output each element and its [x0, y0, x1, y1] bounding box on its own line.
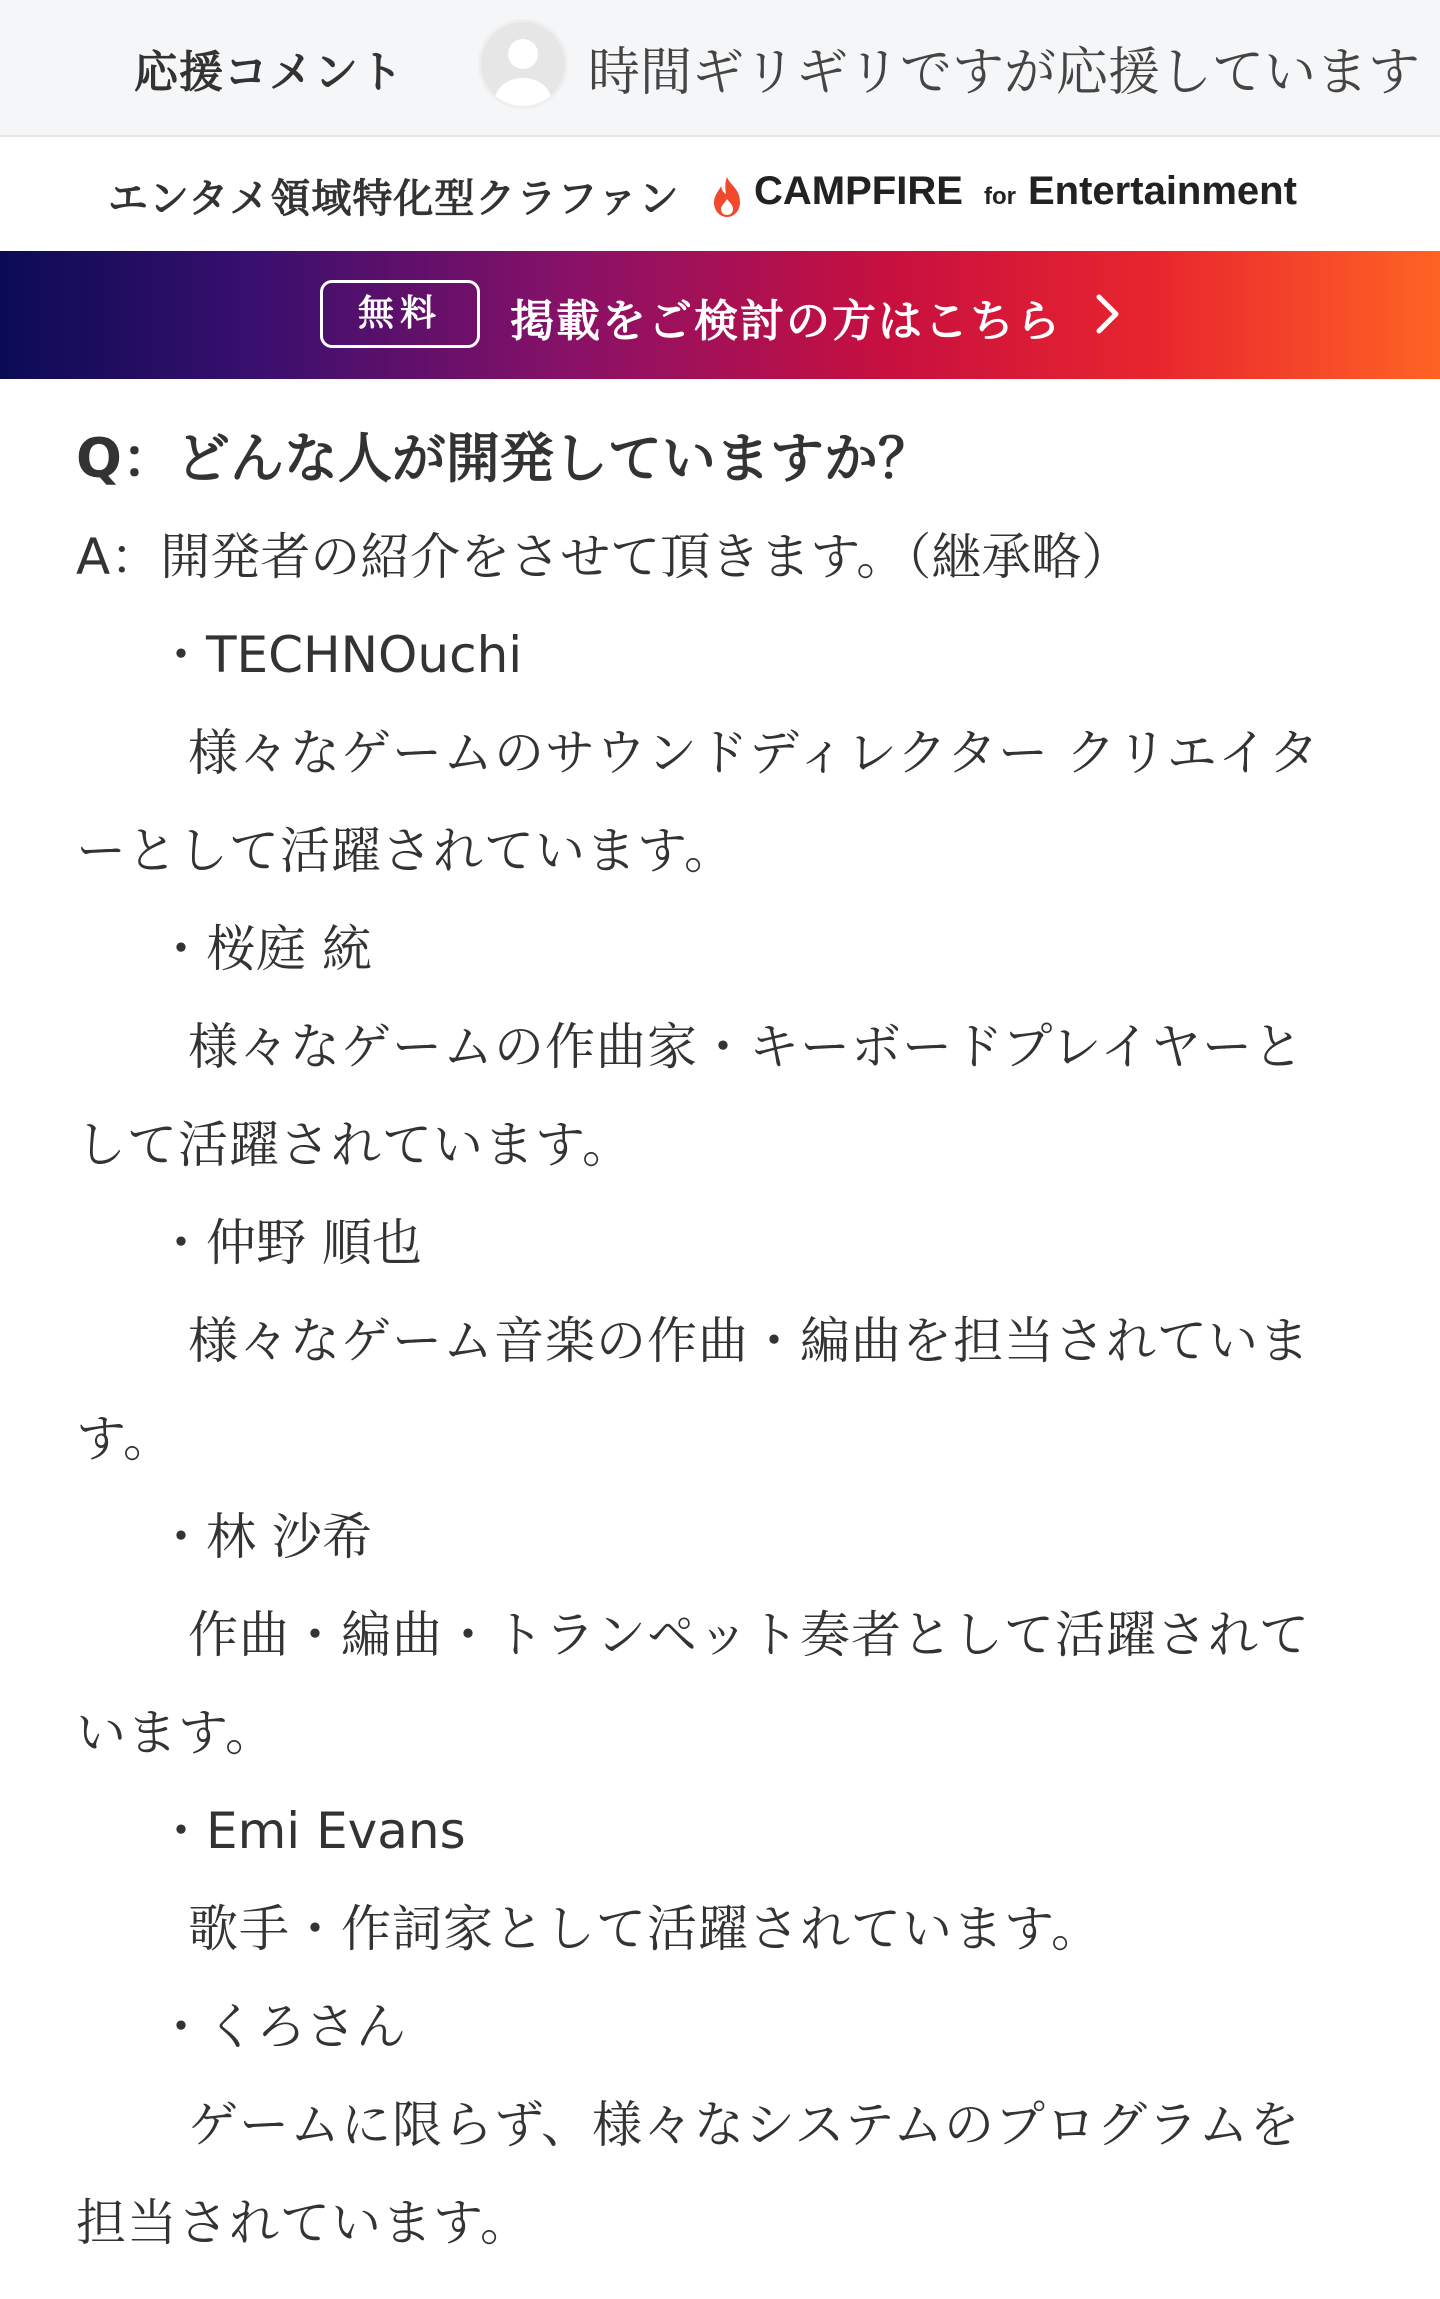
member-description: ゲームに限らず、様々なシステムのプログラムを担当されています。: [76, 2096, 1301, 2252]
chevron-right-icon: [1092, 291, 1122, 337]
campfire-logo-entertainment: Entertainment: [1028, 169, 1297, 213]
banner-tagline: エンタメ領域特化型クラファン: [108, 176, 680, 222]
member-name: ・くろさん: [156, 1998, 406, 2056]
flame-icon: [710, 175, 744, 219]
support-comment-text: 時間ギリギリですが応援しています: [588, 43, 1421, 103]
user-avatar-icon: [478, 19, 568, 109]
campfire-logo-for: for: [984, 183, 1016, 210]
campfire-entertainment-banner[interactable]: [0, 137, 1440, 251]
member-description: 様々なゲームの作曲家・キーボードプレイヤーとして活躍されています。: [76, 1018, 1304, 1174]
support-comment-label: 応援コメント: [134, 47, 404, 98]
member-description: 様々なゲーム音楽の作曲・編曲を担当されています。: [76, 1312, 1310, 1468]
member-description: 歌手・作詞家として活躍されています。: [188, 1900, 1102, 1958]
member-name: ・TECHNOuchi: [156, 626, 523, 684]
member-description: 作曲・編曲・トランペット奏者として活躍されています。: [76, 1606, 1310, 1762]
project-description: [76, 410, 1376, 2272]
campfire-logo-text: CAMPFIRE: [754, 169, 963, 213]
member-name: ・仲野 順也: [156, 1214, 422, 1272]
member-name: ・林 沙希: [156, 1508, 372, 1566]
free-badge: 無料: [320, 280, 480, 348]
member-description: 様々なゲームのサウンドディレクター クリエイターとして活躍されています。: [76, 724, 1320, 880]
faq-question: Q：どんな人が開発していますか？: [76, 427, 932, 490]
faq-answer-intro: A：開発者の紹介をさせて頂きます。（継承略）: [76, 528, 1132, 586]
cta-text: 掲載をご検討の方はこちら: [510, 296, 1062, 347]
support-comment-bar[interactable]: [0, 0, 1440, 137]
member-name: ・桜庭 統: [156, 920, 372, 978]
member-name: ・Emi Evans: [156, 1802, 466, 1860]
listing-inquiry-cta[interactable]: [0, 251, 1440, 379]
